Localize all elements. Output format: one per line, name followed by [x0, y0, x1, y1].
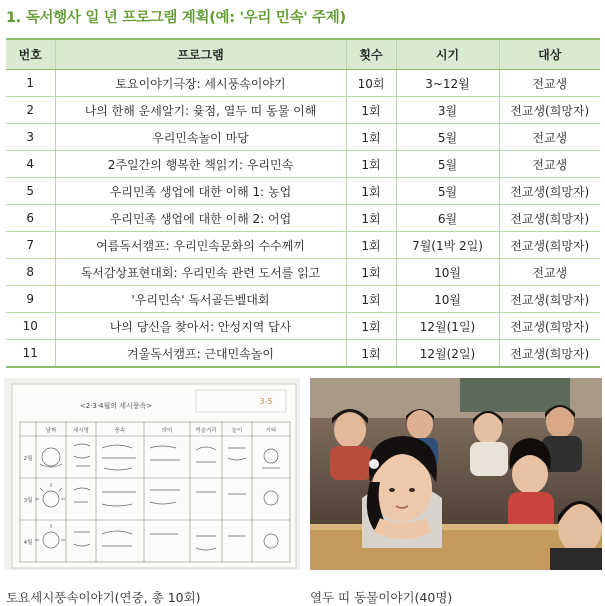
table-cell: 나의 당신을 찾아서: 안성지역 답사 — [55, 313, 346, 340]
table-cell: 1 — [6, 70, 55, 97]
table-cell: 6월 — [396, 205, 499, 232]
table-cell: 전교생(희망자) — [499, 313, 600, 340]
table-cell: 전교생 — [499, 259, 600, 286]
table-cell: 11 — [6, 340, 55, 368]
table-cell: 1회 — [346, 340, 396, 368]
table-cell: 3 — [6, 124, 55, 151]
worksheet-class-label: 3-5 — [259, 397, 273, 406]
table-row — [6, 205, 600, 232]
table-row — [6, 259, 600, 286]
table-cell: 독서감상표현대회: 우리민속 관련 도서를 읽고 — [55, 259, 346, 286]
table-cell: 전교생(희망자) — [499, 205, 600, 232]
table-cell: 12월(2일) — [396, 340, 499, 368]
table-cell: 10회 — [346, 70, 396, 97]
table-row — [6, 286, 600, 313]
table-cell: 5 — [6, 178, 55, 205]
table-row — [6, 340, 600, 368]
worksheet-title: <2·3·4월의 세시풍속> — [79, 402, 153, 410]
table-row — [6, 313, 600, 340]
column-header: 시기 — [396, 39, 499, 70]
caption-left: 토요세시풍속이야기(연중, 총 10회) — [6, 590, 201, 605]
table-cell: 여름독서캠프: 우리민속문화의 수수께끼 — [55, 232, 346, 259]
program-table — [6, 38, 600, 368]
table-cell: 전교생(희망자) — [499, 232, 600, 259]
table-cell: 우리민족 생업에 대한 이해 2: 어업 — [55, 205, 346, 232]
table-cell: 1회 — [346, 313, 396, 340]
table-cell: 10월 — [396, 259, 499, 286]
table-cell: 10월 — [396, 286, 499, 313]
table-cell: 전교생(희망자) — [499, 340, 600, 368]
table-row — [6, 232, 600, 259]
table-cell: 전교생(희망자) — [499, 97, 600, 124]
table-cell: 전교생 — [499, 151, 600, 178]
worksheet-row-head: 4월 — [23, 540, 33, 546]
table-cell: 2주일간의 행복한 책읽기: 우리민속 — [55, 151, 346, 178]
classroom-illustration — [310, 378, 602, 570]
table-body — [6, 70, 600, 368]
table-cell: 6 — [6, 205, 55, 232]
worksheet-illustration — [4, 378, 300, 570]
table-cell: 1회 — [346, 151, 396, 178]
table-row — [6, 97, 600, 124]
table-cell: 12월(1일) — [396, 313, 499, 340]
table-header-row — [6, 39, 600, 70]
table-cell: 겨울독서캠프: 근대민속놀이 — [55, 340, 346, 368]
table-cell: 1회 — [346, 124, 396, 151]
worksheet-column-head: 기타 — [265, 428, 277, 434]
worksheet-column-head: 풍속 — [114, 428, 126, 434]
table-cell: 5월 — [396, 178, 499, 205]
classroom-photo — [310, 378, 602, 570]
worksheet-row-head: 3월 — [23, 498, 33, 504]
table-cell: 4 — [6, 151, 55, 178]
worksheet-photo — [4, 378, 300, 570]
table-cell: 전교생 — [499, 70, 600, 97]
table-cell: 1회 — [346, 205, 396, 232]
table-cell: 3월 — [396, 97, 499, 124]
table-cell: 우리민속놀이 마당 — [55, 124, 346, 151]
column-header: 프로그램 — [55, 39, 346, 70]
table-cell: 5월 — [396, 151, 499, 178]
column-header: 번호 — [6, 39, 55, 70]
table-cell: 9 — [6, 286, 55, 313]
table-cell: 우리민족 생업에 대한 이해 1: 농업 — [55, 178, 346, 205]
table-cell: 3~12월 — [396, 70, 499, 97]
table-cell: 나의 한해 운세알기: 윷점, 열두 띠 동물 이해 — [55, 97, 346, 124]
table-cell: 2 — [6, 97, 55, 124]
table-cell: 1회 — [346, 232, 396, 259]
table-cell: 10 — [6, 313, 55, 340]
table-cell: '우리민속' 독서골든벨대회 — [55, 286, 346, 313]
table-row — [6, 70, 600, 97]
table-cell: 7 — [6, 232, 55, 259]
table-cell: 1회 — [346, 178, 396, 205]
column-header: 대상 — [499, 39, 600, 70]
column-header: 횟수 — [346, 39, 396, 70]
table-cell: 8 — [6, 259, 55, 286]
page-heading: 1. 독서행사 일 년 프로그램 계획(예: '우리 민속' 주제) — [6, 10, 346, 26]
table-cell: 전교생 — [499, 124, 600, 151]
table-cell: 1회 — [346, 97, 396, 124]
table-cell: 1회 — [346, 286, 396, 313]
table-cell: 전교생(희망자) — [499, 286, 600, 313]
table-row — [6, 178, 600, 205]
caption-right: 열두 띠 동물이야기(40명) — [310, 590, 453, 605]
table-cell: 1회 — [346, 259, 396, 286]
table-row — [6, 124, 600, 151]
worksheet-column-head: 의미 — [161, 428, 173, 434]
table-cell: 5월 — [396, 124, 499, 151]
worksheet-column-head: 날짜 — [45, 428, 57, 434]
worksheet-row-head: 2월 — [23, 456, 33, 462]
worksheet-column-head: 세시명 — [73, 428, 89, 434]
table-cell: 7월(1박 2일) — [396, 232, 499, 259]
table-cell: 전교생(희망자) — [499, 178, 600, 205]
table-row — [6, 151, 600, 178]
table-cell: 토요이야기극장: 세시풍속이야기 — [55, 70, 346, 97]
worksheet-column-head: 놀이 — [231, 428, 243, 434]
worksheet-column-head: 먹을거리 — [195, 428, 217, 434]
